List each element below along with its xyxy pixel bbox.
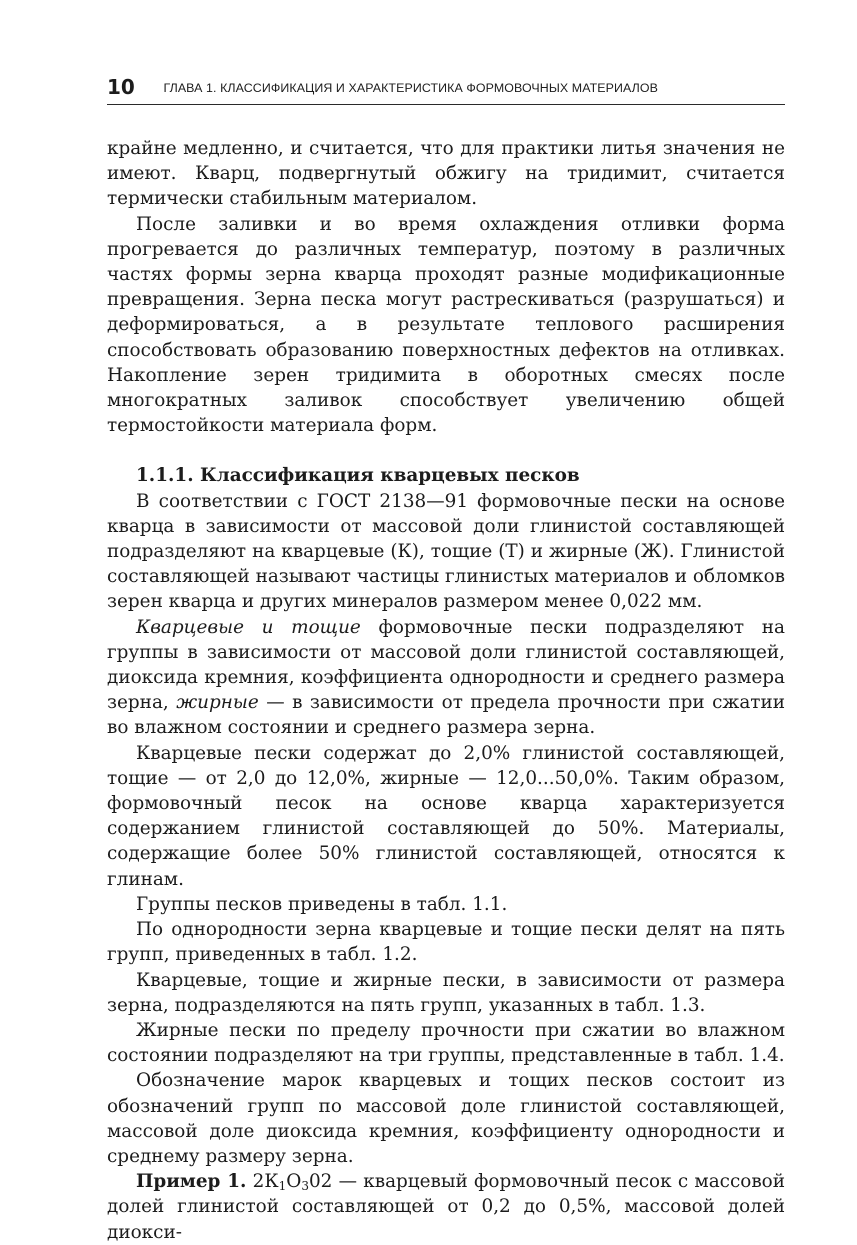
grade-formula: $2К_1О_302$ (246, 1171, 333, 1194)
paragraph: Кварцевые, тощие и жирные пески, в зависимости от размера зерна, подразделяются на пять групп, указанных в табл. 1.3. (107, 969, 785, 1016)
paragraph-text: — кварцевый формовочный песок с массовой долей глинистой составляющей от 0,2 до 0,5%, массовой долей диокси- (107, 1171, 786, 1243)
example-label: Пример 1. (136, 1171, 247, 1193)
italic-term: Кварцевые и тощие (136, 616, 361, 638)
paragraph: Кварцевые пески содержат до 2,0% глинистой составляющей, тощие — от 2,0 до 12,0%, жирные — 12,0...50,0%. Таким образом, формовочный песок на основе кварца характеризуется содержанием глинистой составляющей до 50%. Материалы, содержащие более 50% глинистой составляющей, относятся к глинам. (107, 742, 785, 890)
paragraph: В соответствии с ГОСТ 2138—91 формовочные пески на основе кварца в зависимости от массовой доли глинистой составляющей подразделяют на кварцевые (К), тощие (Т) и жирные (Ж). Глинистой составляющей называют частицы глинистых материалов и обломков зерен кварца и других минералов размером менее 0,022 мм. (107, 490, 785, 613)
paragraph (107, 1169, 785, 1245)
paragraph-text: формовочные пески подразделяют на группы в зависимости от массовой доли глинистой составляющей, диоксида кремния, коэффициента однородности и среднего размера зерна, (107, 616, 786, 714)
paragraph-continuation: крайне медленно, и считается, что для практики литья значения не имеют. Кварц, подвергнутый обжигу на тридимит, считается термически стабильным материалом. (107, 138, 785, 210)
paragraph: После заливки и во время охлаждения отливки форма прогревается до различных температур, поэтому в различных частях формы зерна кварца проходят разные модификационные превращения. Зерна песка могут растрескиваться (разрушаться) и деформироваться, а в результате теплового расширения способствовать образованию поверхностных дефектов на отливках. Накопление зерен тридимита в оборотных смесях после многократных заливок способствует увеличению общей термостойкости материала форм. (107, 213, 785, 437)
paragraph: По однородности зерна кварцевые и тощие пески делят на пять групп, приведенных в табл. 1.2. (107, 919, 785, 966)
body-text (107, 136, 785, 1245)
section-heading: 1.1.1. Классификация кварцевых песков (136, 465, 580, 487)
page-header (107, 72, 785, 105)
page-number: 10 (107, 75, 135, 99)
paragraph (107, 615, 785, 741)
paragraph: Группы песков приведены в табл. 1.1. (136, 893, 508, 915)
running-title: ГЛАВА 1. КЛАССИФИКАЦИЯ И ХАРАКТЕРИСТИКА ФОРМОВОЧНЫХ МАТЕРИАЛОВ (163, 81, 658, 95)
paragraph: Жирные пески по пределу прочности при сжатии во влажном состоянии подразделяют на три группы, представленные в табл. 1.4. (107, 1019, 785, 1067)
paragraph: Обозначение марок кварцевых и тощих песков состоит из обозначений групп по массовой доле глинистой составляющей, массовой доле диоксида кремния, коэффициенту однородности и среднему размеру зерна. (107, 1070, 785, 1167)
paragraph-text: — в зависимости от предела прочности при сжатии во влажном состоянии и среднего размера зерна. (107, 692, 785, 739)
italic-term: жирные (176, 692, 259, 714)
